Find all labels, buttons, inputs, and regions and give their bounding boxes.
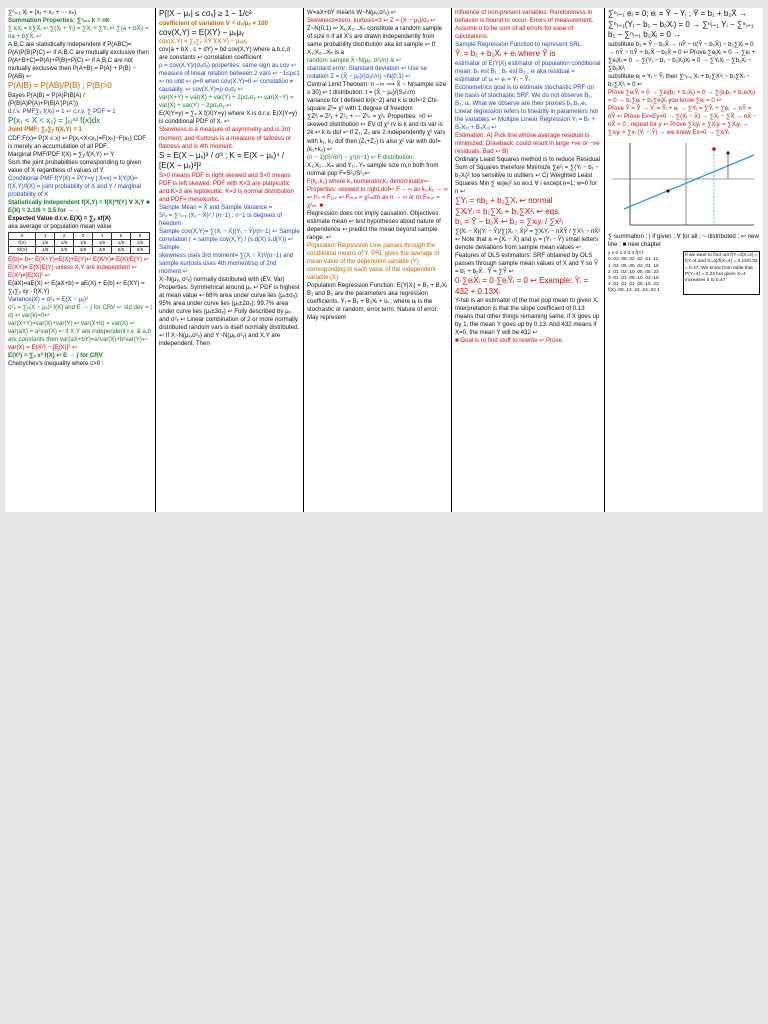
table-row: 4 .01 .01 .01 .05 .15 .23: [608, 282, 659, 288]
text-line: substitute eᵢ = Yᵢ − Ŷᵢ then ∑ⁿᵢ₌₁ Xᵢ + b₂∑X²ᵢ − b₁∑Xᵢ − b₂∑X²ᵢ = 0 ↩: [608, 72, 750, 88]
text-line: Estimation: A) Pick line whose average residual is minimized. Drawback: could result in large +ve or −ve residuals. Bad ↩ B): [455, 131, 600, 156]
text-line: E(X²) = ∑ₓ x² f(X) ↩ E → ∫ for CRV: [8, 352, 103, 360]
text-line: Chebychev's inequality where c>0 :: [8, 360, 104, 368]
column-4: [451, 8, 604, 512]
text-line: Sample cov(X,Y)= ∑(Xᵢ − X̄)(Yᵢ − Ȳ)/(n−1) ↩ Sample correlation r = sample cov(X,Y) / (s.d(X) s.d(Y)) ↩ Sample: [159, 227, 300, 251]
joint-probability-table: [608, 251, 681, 295]
text-line: Y-hat is an estimator of the true pop mean to given X. Interpretation is that the slope coefficient of 0.13 means that other things remaining same, if X goes up by 1, the mean Y goes up by 0.13. And 432 means if X=0, the mean Y will be 432 ↩: [455, 297, 600, 337]
text-line: var(X) = E(X²) − [E(X)]² ↩: [8, 344, 78, 352]
text-line: S²ₓ = ∑ⁿᵢ₌₁ (Xᵢ − X̄)² / (n−1) ; n−1 is degrees of freedom: [159, 211, 283, 227]
text-line: Conditional PMF f(Y|X) = P(Y=y | X=x) = f(Y|X)=: [8, 174, 138, 182]
text-line: estimator of E(Y|X) estimator of population conditional mean; b₁ est B₁ ; b₂ est B₂ ; eᵢ aka residual = estimator of uᵢ ↩ eᵢ = Yᵢ − Ŷᵢ: [455, 59, 601, 83]
table-cell: 1/6: [36, 247, 55, 254]
column-5: [604, 8, 763, 512]
text-line: ∑XᵢYᵢ = b₁∑Xᵢ + b₂∑X²ᵢ ↩ eqs.: [455, 206, 561, 216]
regression-diagram: [608, 139, 758, 231]
text-line: Prove Ȳ = Ŷ → Yᵢ = Ŷᵢ + eᵢ → ∑Yᵢ = ∑Ŷᵢ + ∑eᵢ → nȲ = nŶ ↩ Prove Ex=Ey=0 → ∑(Xᵢ − X̄) → ∑Xᵢ − ∑X̄ → nX̄ − nX̄ = 0 ; repeat for y ↩ Prove ∑xᵢyᵢ = ∑Xᵢyᵢ = ∑Xᵢyᵢ → ∑xᵢyᵢ = ∑xᵢ (Yᵢ − Ȳ) → we know Ex=0 → ∑xᵢYᵢ: [608, 104, 757, 136]
text-line: ∑(Xᵢ − X̄)(Yᵢ − Ȳ)/∑(Xᵢ − X̄)² = ∑XᵢYᵢ − nX̄Ȳ / ∑X²ᵢ − nX̄² ↩ Note that xᵢ = (Xᵢ − X̄) and yᵢ = (Yᵢ − Ȳ) small letters denote deviations from sample mean values ↩ Features of OLS estimators: SRF obtained by OLS passes through sample mean values of X and Y so Ȳ = b₁ + b₂X̄ . Ȳ = ∑Ŷ ↩: [455, 227, 601, 276]
table-cell: 1/6: [36, 239, 55, 246]
table-row: 2 .01 .02 .10 .05 .05 .23: [608, 269, 659, 275]
table-row: [9, 247, 150, 254]
text-line: Variance(X) = σ²ₓ = E(X − μₓ)²: [8, 296, 89, 304]
table-row: y x 0 1 2 3 4 f(Y): [608, 251, 644, 257]
col4-body: [455, 9, 601, 345]
text-line: Joint PMF: ∑ₓ∑ᵧ f(X,Y) = 1: [8, 126, 82, 134]
text-line: S = E(X − μₓ)³ / σ³ ; K = E(X − μₓ)⁴ / [E(X − μₓ)²]²: [159, 150, 285, 171]
text-line: Regression does not imply causation. Objectives: estimate mean ↩ test hypotheses about nature of dependence ↩ predict the mean beyond sample range. ↩: [307, 209, 441, 241]
text-line: ∑ⁿᵢ₌₁ Xᵢ = (x₁ + x₂ + ⋯ xₙ): [8, 9, 77, 16]
data-point: [666, 189, 669, 192]
text-line: X₁,X₂...Xₘ and Y₁...Yₙ sample size m,n both from normal pop F=S²₁/S²₂↩: [307, 161, 439, 177]
table-header-row: [9, 232, 150, 239]
table-cell: 3/6: [74, 247, 93, 254]
text-line: S>0 means PDF is right skewed and S<0 means PDF is left skewed. PDF with K<3 are platykurtic and K>3 are leptokurtic. K=3 is normal distribution and PDF= mesokurtic.: [159, 171, 294, 203]
symbol-legend: ∑ summation ; | if given ; ∀ for all ; ~ distributed ; ↩ new line ; ■ new chapter: [608, 233, 759, 249]
table-cell: 6/6: [130, 247, 149, 254]
text-line: E(X|Y=y) = ∑ₓ X f(X|Y=y) where X is d.r.v, E(X|Y=y) is conditional PDF of X. ↩: [159, 110, 297, 126]
text-line: Ordinary Least Squares method is to reduce Residual Sum of Squares therefore Minimize ∑e²ᵢ = ∑(Yᵢ − b₁ − b₂Xᵢ)² too sensitive to outliers ↩ C) Weighted Least Squares Min ∑ wᵢ|eᵢ|² so w≥1 ∀ i except n=1; w=0 for n ↩: [455, 156, 600, 196]
table-cell: f(X): [9, 239, 36, 246]
text-line: Ŷᵢ = b₁ + b₂Xᵢ + eᵢ where Ŷ is: [455, 49, 556, 59]
col1-body: [8, 9, 152, 231]
col5-body: [608, 9, 760, 137]
text-line: d.r.v. PMF∑ₓ f(Xᵢ) = 1 ↩ c.r.v. ∑ PDF = 1: [8, 107, 116, 115]
table-cell: 1/6: [93, 239, 112, 246]
table-cell: 1/6: [74, 239, 93, 246]
table-row: f(X) .08 .12 .24 .24 .32 1: [608, 288, 660, 294]
text-line: var(X+Y)=var(X)+var(Y) ↩ var(X+b) = var(X) ↩ var(aX) = a²var(X) ↩ if X,Y are independent r.v. & a,b are constants then var(aX+bY)=a²var(X)+b²var(Y)↩: [8, 320, 151, 344]
text-line: CDF:F(x)= P(X ≤ x) ↩ P(x₁<X<x₂)=F(x₂)−F(x₁) CDF is merely an accumulation of all PDF.: [8, 134, 146, 150]
table-cell: 5: [112, 232, 131, 239]
table-cell: 1/6: [55, 239, 74, 246]
joint-probability-section: [608, 251, 760, 295]
text-line: X~N(μₓ, σ²ₓ) normally distributed with (EV, Var) Properties: Symmetrical around μₓ ↩ PDF is highest at mean value ↩ 68% area under curve lies (μₓ±σₓ); 95% area under curve lies (μₓ±2σₓ); 99.7% area under curve lies (μₓ±3σₓ) ↩ Fully described by μₓ and σ²ₓ ↩ Linear combination of 2 or more normally distributed random vars is itself normally distributed. ↩ If X~N(μₓ,σ²ₓ) and Y~N(μᵧ,σ²ᵧ) and X,Y are independent. Then: [159, 276, 300, 348]
regression-line: [624, 155, 754, 209]
text-line: ∑Yᵢ = nb₁ + b₂∑Xᵢ ↩ normal: [455, 196, 553, 206]
text-line: f(X,Y)/f(X) = joint probability of X and Y / marginal probability of X: [8, 182, 142, 198]
col2-body: [159, 9, 300, 348]
column-2: [155, 8, 303, 512]
text-line: P(x₁ < X < x₂) = ∫ₓ₁ˣ² f(x)dx: [8, 115, 101, 125]
table-cell: 2: [55, 232, 74, 239]
text-line: E(b)= b↩ E(X+Y)=E(X)+E(Y)↩ E(X/Y)≠ E(X)/E(Y) ↩ E(XY)≠ E(X)E(Y) unless X,Y are independent ↩ E(X²)≠[E(X)]² ↩: [8, 256, 149, 280]
column-1: [5, 8, 155, 512]
text-line: ∑ kXᵢ = k∑Xᵢ ↩ ∑(Xᵢ + Yᵢ) = ∑Xᵢ + ∑Yᵢ ↩ ∑(a + bXᵢ) = na + b∑Xᵢ ↩: [8, 25, 149, 41]
text-line: Sample Mean = X̄ and Sample Variance =: [159, 203, 273, 211]
table-cell: 1/6: [130, 239, 149, 246]
table-cell: 6: [130, 232, 149, 239]
text-line: 0·∑eᵢXᵢ = 0·∑eᵢŶᵢ = 0 ↩ Example: Ŷᵢ = 432 + 0.13Xᵢ: [455, 276, 589, 296]
text-line: ρ = cov(X,Y)/(σₓσᵧ) properties: same sign as cov ↩ measure of linear relation between 2 vars ↩ −1≤ρ≤1 ↩ no unit ↩ ρ=0 when cov(X,Y)=0 ↩ correlation ≠ causality. ↩ cov(X,Y)=ρ σₓσᵧ ↩: [159, 62, 300, 94]
col1-body-continued: [8, 256, 152, 368]
text-line: Sample Regression Function to represent SRL:: [455, 41, 583, 49]
text-line: cov(a + bX , c + dY) = bd cov(X,Y) where a,b,c,d are constants ↩ correlation coefficient: [159, 46, 290, 62]
text-line: influence of non-present variables. Randomness in behavior is bound to occur. Errors of measurement. Assume u to be sum of all errors for ease of calculations.: [455, 9, 594, 41]
text-line: standard error: Standard deviation ↩ Use se notation Z = (X̄ − μₓ)/(σₓ/√n) ~N(0,1) ↩: [307, 65, 427, 81]
table-cell: 1/6: [112, 239, 131, 246]
text-line: random sample X̄~N(μₓ, σ²ₓ/n) & ↩: [307, 57, 402, 65]
conditional-probability-note: If we want to find out f(Y=4|X=4) = f(Y=4 and X=4)/f(X=4) = 0.15/0.32 = 0.47. We know from table that P(Y=4) = 0.23 but given X=4 increases it to 0.47: [683, 251, 760, 295]
text-line: coefficient of variation V = σₓ/μₓ × 100: [159, 19, 268, 27]
text-line: Central Limit Theorem: n→∞ ⟹ X̄ ~ N(sample size ≥ 30) ↩ t distribution: t = (X̄ − μₓ)/(Sₓ/√n): [307, 81, 447, 97]
text-line: Statistically Independent f(X,Y) = f(X)*f(Y) ∀ X,Y ■ E(X) = 2.1/6 = 3.5 for → ↓: [8, 198, 150, 214]
text-line: Population Regression Function: E(Y|Xᵢ) = B₁ + B₂Xᵢ B₁ and B₂ are the parameters aka regression coefficients. Yᵢ = B₁ + B₂Xᵢ + uᵢ ; where uᵢ is the stochastic or random, error term. Nature of error: May represent: [307, 282, 448, 322]
text-line: cov(X,Y) = E(XY) − μₓμᵧ: [159, 27, 244, 37]
text-line: σ²ₓ = ∑ₓ(X − μₓ)² f(X) and E → ∫ for CRV ↩ std dev = |σ| ↩ var(k)=0↩: [8, 304, 152, 320]
text-line: var(X+Y) = var(X) + var(Y) + 2ρσₓσᵧ ↩ var(X−Y) = var(X) + var(Y) − 2ρσₓσᵧ ↩: [159, 94, 294, 110]
text-line: Z~N(0,1) ↩ X₁,X₂...Xₙ constitute a random sample of size n if all X's are drawn independently from same probability distribution aka iid sample ↩ If X₁,X₂...Xₙ is a: [307, 25, 443, 57]
data-point: [726, 151, 729, 154]
text-line: Prove ∑eᵢŶᵢ = 0 → ∑eᵢ(b₁ + b₂Xᵢ) = 0 → ∑(eᵢb₁ + b₂eᵢXᵢ) = 0 → b₁∑eᵢ + b₂∑eᵢXᵢ you know ∑eᵢ = 0 ↩: [608, 88, 756, 104]
text-line: ∑ⁿᵢ₌₁ eᵢ = 0; eᵢ = Ȳ − Yᵢ ; Ȳ = b₁ + b₂X̄ → ∑ⁿᵢ₌₁(Yᵢ − b₁ − b₂Xᵢ) = 0 → ∑ⁿᵢ₌₁ Yᵢ − ∑ⁿᵢ₌₁ b₁ − ∑ⁿᵢ₌₁ b₂Xᵢ = 0 →: [608, 9, 754, 40]
table-cell: 1: [36, 232, 55, 239]
table-cell: 4/6: [93, 247, 112, 254]
table-cell: 4: [93, 232, 112, 239]
text-line: Econometrics goal is to estimate stochastic PRF on the basis of stochastic SRF. We do not observe B₁, B₂, uᵢ. What we observe are their proxies b₁,b₂,eᵢ.: [455, 83, 594, 107]
table-row: 1 .02 .05 .06 .02 .01 .16: [608, 263, 659, 269]
text-line: (n − 1)(S²/σ²) ~ χ²(n−1) ↩ F distribution:: [307, 153, 415, 161]
text-line: ∑Z²ᵢ = Z²₁ + Z²₂ + ⋯ Z²ₖ = χ²ₖ Properties: >0 ↩ skewed distribution ↩ EV of χ² rv is k and its var is 2k ↩ k is dof ↩ If Z₁, Z₂ are 2 independently χ² vars with k₁, k₂ dof then (Z₁+Z₂) is also χ² var with dof=(k₁+k₂) ↩: [307, 113, 446, 153]
cheat-sheet: [5, 8, 763, 512]
text-line: Linear regression refers to linearity in parameters not the variables ↩ Multiple Linear Regression Yᵢ = B₁ + B₂X₂ᵢ + B₃X₃ᵢ ↩: [455, 107, 598, 131]
text-line: F(k₁,k₂) where k₁ numerator,k₂ denominator↩ Properties: skewed to right,dof↩ F→ ∞ as k₁,k₂ → ∞ ↩ t²ₖ = F₁,ₖ ↩ Fₘ,ₙ = χ²ₘ/m as n → ∞ or m·Fₘ,ₙ = χ²ₘ. ■: [307, 177, 448, 209]
text-line: Summation Properties: ∑ⁿᵢ₌₁ k = nk: [8, 17, 110, 25]
column-3: [303, 8, 451, 512]
text-line: A,B,C are statistically independent if P(ABC)= P(A)P(B)P(C) ↩ if A,B,C are mutually exclusive then P(A+B+C)=P(A)+P(B)+P(C) ↩ if A,B,C are not mutually exclusive then P(A+B) = P(A) + P(B) − P(AB) ↩: [8, 41, 149, 81]
text-line: variance for t defined k/(k−2) and k is dof↩2 Chi-square Z²= χ² with 1 degree of freedom: [307, 97, 439, 113]
table-cell: X: [9, 232, 36, 239]
dice-probability-table: [8, 232, 150, 254]
text-line: aka average or population mean value: [8, 222, 112, 230]
text-line: Expected Value d.r.v. E(X) = ∑ₓ xf(X): [8, 214, 111, 222]
text-line: Marginal PMF/PDF f(X) = ∑ᵧ f(X,Y) ↩ Y: [8, 150, 115, 158]
table-row: [9, 239, 150, 246]
table-row: 3 .01 .01 .05 .10 .02 .19: [608, 276, 659, 282]
text-line: ■ Goal is to find stuff to rewrite ↩ Prove: [455, 337, 562, 345]
text-line: Bayes P(A|B) = P(A)P(B|A) / (P(B|A)P(A)+P(B|A′)P(A′)): [8, 91, 85, 107]
text-line: P(A|B) = P(AB)/P(B) ; P(B)>0: [8, 81, 112, 91]
text-line: b₁ = Ȳ − b₂X̄ ↩ b₂ = ∑xᵢyᵢ / ∑x²ᵢ: [455, 217, 563, 227]
text-line: substitute b₁ = Ȳ − b₂X̄ → nȲ − n(Ȳ − b₂X̄) − b₂∑Xᵢ = 0 → nȲ − nȲ + b₂X̄ − b₂X̄ = 0 ↩ Prove ∑eᵢXᵢ = 0 → ∑eᵢ + ∑eᵢXᵢ = 0 → ∑(Yᵢ − b₁ − b₂Xᵢ)Xᵢ = 0 → ∑YᵢXᵢ − ∑b₁Xᵢ − ∑b₂X²ᵢ: [608, 40, 756, 72]
text-line: cov(X,Y) = ∑ₓ∑ᵧ XY f(X,Y) − μₓμᵧ: [159, 38, 247, 46]
text-line: Population Regression Line passes through the conditional means of Y. PRL gives the average or mean value of the dependent variable (Y) corresponding to each value of the independent variable (X).: [307, 241, 440, 282]
table-cell: 2/6: [55, 247, 74, 254]
table-cell: 5/6: [112, 247, 131, 254]
text-line: Skewness=zero, kurtosis=3 ↩ Z = (X − μₓ)/σₓ ↩: [307, 17, 436, 25]
text-line: E(aX)=aE(X) ↩ E(aX+b) = aE(X) + E(b) ↩ E(XY) = ∑ₓ∑ᵧ xy · f(X,Y): [8, 280, 145, 296]
text-line: P{|X − μₓ| ≤ cσₓ} ≥ 1 − 1/c²: [159, 9, 252, 18]
text-line: W=aX+bY means W~N(μᵥ,σ²ᵥ) ↩: [307, 9, 396, 16]
table-row: 0 .03 .08 .02 .02 .01 .11: [608, 257, 659, 263]
text-line: Sum the joint probabilities corresponding to given value of X regardless of values of Y.: [8, 158, 142, 174]
table-cell: Xf(X): [9, 247, 36, 254]
col3-body: [307, 9, 448, 322]
text-line: skewness uses 3rd moment= ∑(X − X̄)³/(n−1) and sample kurtosis uses 4th moment/sq of 2nd moment ↩: [159, 251, 294, 276]
table-cell: 3: [74, 232, 93, 239]
text-line: Skewness is a measure of asymmetry and is 3rd moment, and Kurtosis is a measure of tallness or flatness and is 4th moment.: [159, 126, 292, 150]
data-point: [712, 147, 716, 151]
